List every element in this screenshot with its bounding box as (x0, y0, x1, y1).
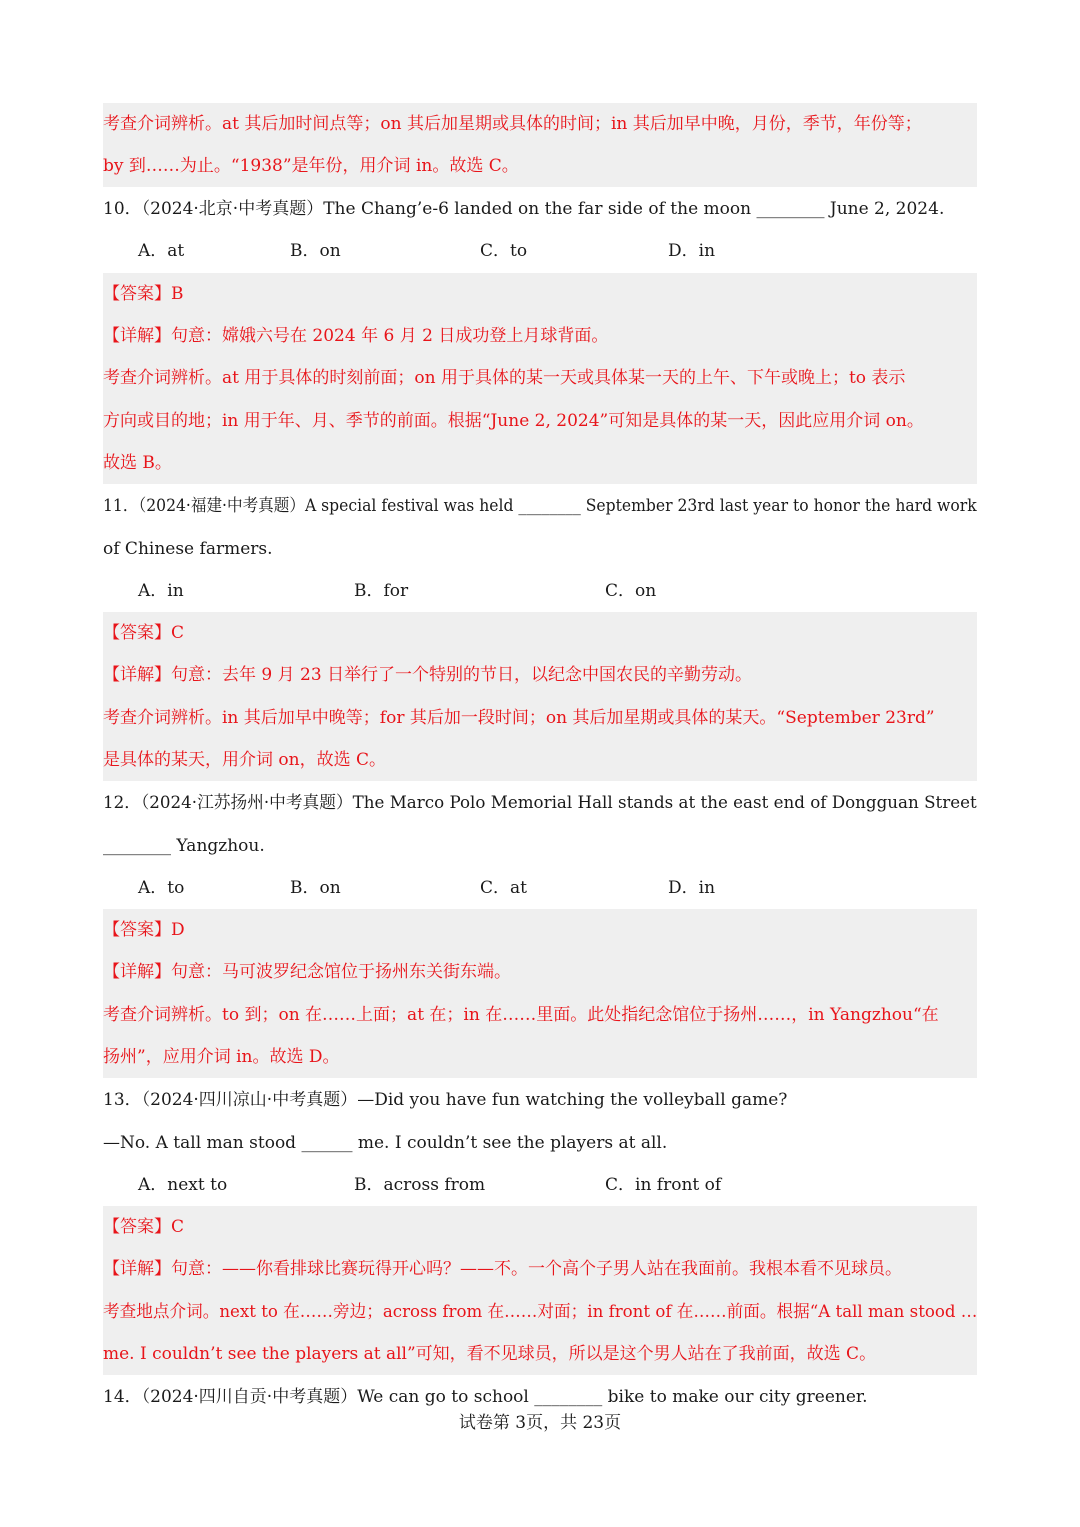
q10-option-a: A．at (138, 241, 185, 261)
q10-analysis-line: 考查介词辨析。at 用于具体的时刻前面；on 用于具体的某一天或具体某一天的上午、下午或晚上；to 表示 (103, 368, 906, 388)
q13-analysis-line: 考查地点介词。next to 在……旁边；across from 在……对面；in front of 在……前面。根据“A tall man stood … (103, 1302, 978, 1322)
q13-detail: 【详解】句意：——你看排球比赛玩得开心吗？——不。一个高个子男人站在我面前。我根本看不见球员。 (103, 1259, 902, 1279)
q11-analysis-line: 考查介词辨析。in 其后加早中晚等；for 其后加一段时间；on 其后加星期或具体的某天。“September 23rd” (103, 708, 935, 728)
q12-stem: 12．（2024·江苏扬州·中考真题）The Marco Polo Memorial Hall stands at the east end of Dongguan Street (103, 793, 977, 813)
q13-option-b: B．across from (354, 1175, 486, 1195)
q11-option-b: B．for (354, 581, 409, 601)
q10-option-d: D．in (668, 241, 716, 261)
intro-explanation-line: 考查介词辨析。at 其后加时间点等；on 其后加星期或具体的时间；in 其后加早中晚，月份，季节，年份等； (103, 114, 922, 134)
q12-option-d: D．in (668, 878, 716, 898)
q12-analysis-line: 考查介词辨析。to 到；on 在……上面；at 在；in 在……里面。此处指纪念馆位于扬州……，in Yangzhou“在 (103, 1005, 939, 1025)
q11-option-c: C．on (605, 581, 657, 601)
q13-analysis-line: me. I couldn’t see the players at all”可知，看不见球员，所以是这个男人站在了我前面，故选 C。 (103, 1344, 877, 1364)
q11-stem: 11．（2024·福建·中考真题）A special festival was held ________ September 23rd last year to honor the hard work (103, 496, 977, 516)
q11-option-a: A．in (138, 581, 184, 601)
q13-option-a: A．next to (138, 1175, 228, 1195)
q10-stem: 10．（2024·北京·中考真题）The Chang’e-6 landed on the far side of the moon ________ June 2, 2024. (103, 199, 945, 219)
q13-option-c: C．in front of (605, 1175, 722, 1195)
q11-answer: 【答案】C (103, 623, 185, 643)
q11-analysis-line: 是具体的某天，用介词 on，故选 C。 (103, 750, 386, 770)
q12-answer: 【答案】D (103, 920, 185, 940)
q10-analysis-line: 方向或目的地；in 用于年、月、季节的前面。根据“June 2, 2024”可知是具体的某一天，因此应用介词 on。 (103, 411, 924, 431)
q14-stem: 14．（2024·四川自贡·中考真题）We can go to school ________ bike to make our city greener. (103, 1387, 868, 1407)
q11-detail: 【详解】句意：去年 9 月 23 日举行了一个特别的节日，以纪念中国农民的辛勤劳动。 (103, 665, 753, 685)
q11-stem: of Chinese farmers. (103, 539, 273, 559)
q10-analysis-line: 故选 B。 (103, 453, 172, 473)
q13-stem: —No. A tall man stood ______ me. I couldn’t see the players at all. (103, 1133, 668, 1153)
q12-option-b: B．on (290, 878, 341, 898)
intro-explanation-line: by 到……为止。“1938”是年份，用介词 in。故选 C。 (103, 156, 519, 176)
q12-detail: 【详解】句意：马可波罗纪念馆位于扬州东关街东端。 (103, 962, 511, 982)
q10-detail: 【详解】句意：嫦娥六号在 2024 年 6 月 2 日成功登上月球背面。 (103, 326, 609, 346)
q10-answer: 【答案】B (103, 284, 184, 304)
q13-stem: 13．（2024·四川凉山·中考真题）—Did you have fun watching the volleyball game? (103, 1090, 788, 1110)
q10-option-c: C．to (480, 241, 528, 261)
page-footer: 试卷第 3页，共 23页 (458, 1413, 622, 1433)
q10-option-b: B．on (290, 241, 341, 261)
q12-analysis-line: 扬州”，应用介词 in。故选 D。 (103, 1047, 340, 1067)
q12-option-a: A．to (138, 878, 185, 898)
q13-answer: 【答案】C (103, 1217, 185, 1237)
q12-stem: ________ Yangzhou. (103, 836, 265, 856)
q12-option-c: C．at (480, 878, 527, 898)
